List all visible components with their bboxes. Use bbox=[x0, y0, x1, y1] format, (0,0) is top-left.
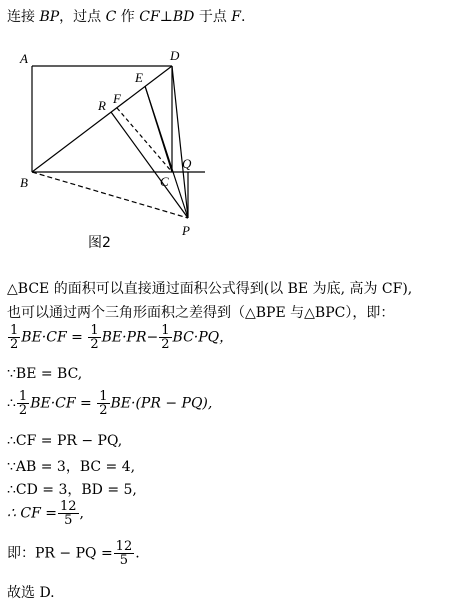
intro-bp: BP bbox=[39, 9, 60, 25]
fraction-half: $\frac{1}{2}$ bbox=[18, 389, 28, 418]
solution-line-8: ∴CD = 3，BD = 5, bbox=[7, 482, 137, 498]
equation-cf: ∴ CF = $\frac{12}{5}$ , bbox=[7, 499, 84, 528]
label-p: P bbox=[182, 223, 190, 238]
fraction-half: $\frac{1}{2}$ bbox=[10, 323, 19, 352]
label-a: A bbox=[20, 51, 28, 66]
intro-bd: BD bbox=[172, 9, 195, 25]
fraction-12-5: $\frac{12}{5}$ bbox=[115, 539, 133, 568]
intro-text: 连接 bbox=[7, 9, 40, 25]
label-c: C bbox=[160, 174, 169, 189]
solution-line-2: 也可以通过两个三角形面积之差得到（△BPE 与△BPC），即： bbox=[7, 305, 395, 321]
segment-bd bbox=[32, 66, 172, 172]
label-e: E bbox=[135, 70, 143, 85]
intro-f: F bbox=[231, 9, 241, 25]
solution-line-4: ∵BE = BC, bbox=[7, 366, 83, 382]
segment-fc-dashed bbox=[117, 108, 172, 172]
label-r: R bbox=[98, 98, 106, 113]
equation-result: 即：PR − PQ = $\frac{12}{5}$ . bbox=[7, 539, 140, 568]
label-b: B bbox=[20, 175, 28, 190]
intro-text: ，过点 bbox=[59, 9, 106, 25]
label-d: D bbox=[170, 48, 180, 63]
fraction-half: $\frac{1}{2}$ bbox=[99, 389, 108, 418]
intro-cf: CF bbox=[139, 9, 160, 25]
perp-symbol: ⊥ bbox=[159, 9, 173, 25]
fraction-12-5: $\frac{12}{5}$ bbox=[59, 499, 77, 528]
equation-area: $\frac{1}{2}$ BE·CF = $\frac{1}{2}$ BE·PR− $\frac{1}{2}$ BC·PQ， bbox=[10, 323, 234, 352]
label-q: Q bbox=[182, 156, 192, 171]
equation-area-2: ∴ $\frac{1}{2}$ BE·CF = $\frac{1}{2}$ BE·(PR − PQ), bbox=[7, 389, 213, 418]
intro-period: . bbox=[241, 9, 246, 25]
segment-rp bbox=[111, 112, 188, 218]
fraction-half: $\frac{1}{2}$ bbox=[90, 323, 99, 352]
solution-line-6: ∴CF = PR − PQ, bbox=[7, 433, 123, 449]
solution-line-7: ∵AB = 3，BC = 4, bbox=[7, 459, 136, 475]
geometry-figure bbox=[0, 40, 240, 260]
intro-c: C bbox=[105, 9, 117, 25]
figure-caption: 图2 bbox=[88, 235, 111, 251]
intro-text: 作 bbox=[116, 9, 140, 25]
fraction-half: $\frac{1}{2}$ bbox=[161, 323, 170, 352]
final-answer: 故选 D. bbox=[7, 585, 55, 601]
label-f: F bbox=[113, 91, 121, 106]
solution-line-1: △BCE 的面积可以直接通过面积公式得到(以 BE 为底, 高为 CF), bbox=[7, 281, 413, 297]
intro-text: 于点 bbox=[194, 9, 232, 25]
intro-line bbox=[7, 6, 245, 26]
